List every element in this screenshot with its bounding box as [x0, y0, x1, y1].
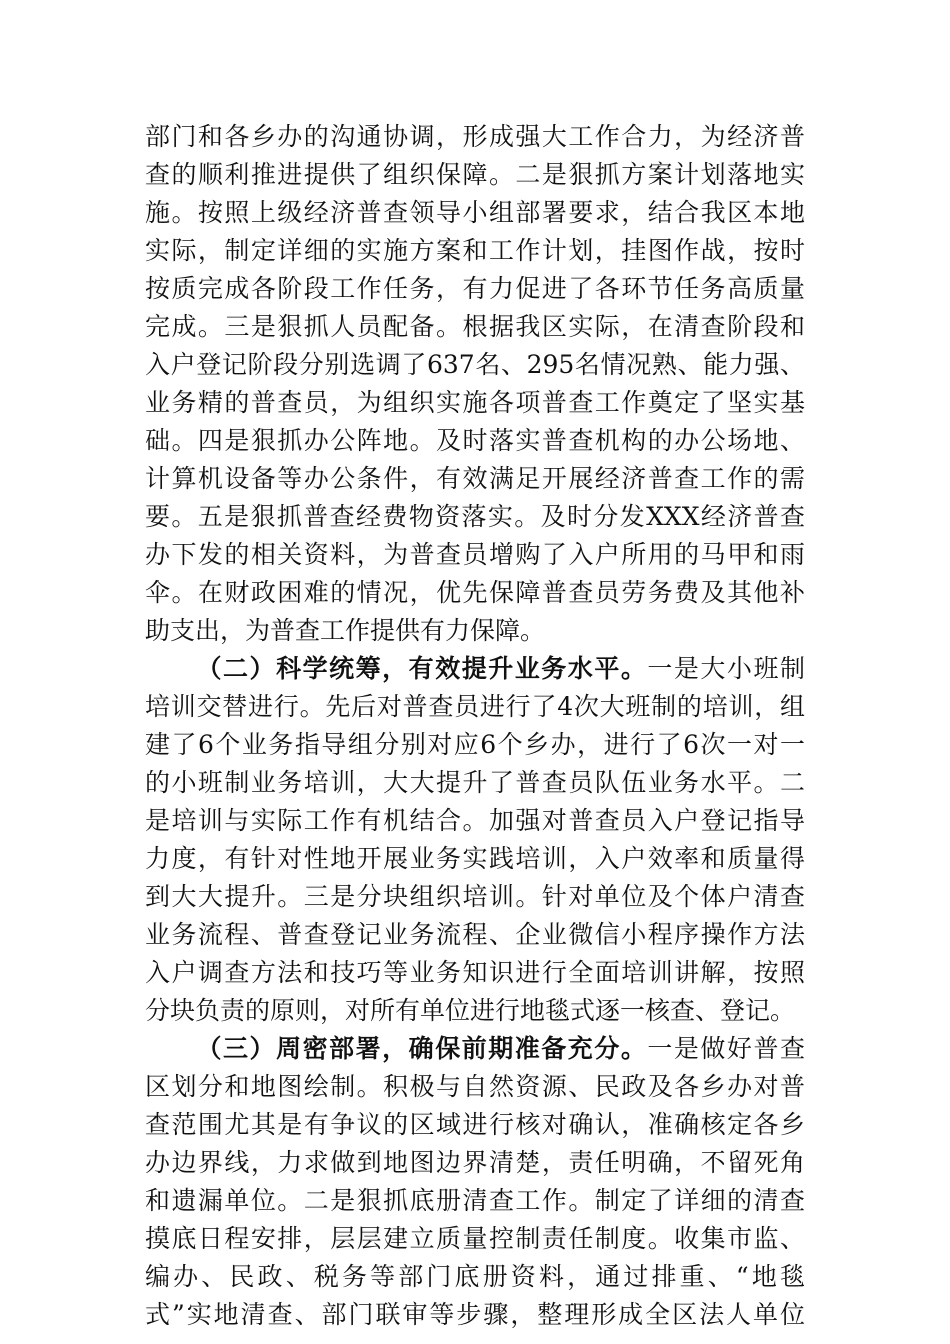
text-line: 是培训与实际工作有机结合。加强对普查员入户登记指导: [145, 806, 805, 835]
text-line: 到大大提升。三是分块组织培训。针对单位及个体户清查: [145, 882, 805, 911]
text-line: 入户登记阶段分别选调了637名、295名情况熟、能力强、: [145, 350, 805, 379]
text-line: 础。四是狠抓办公阵地。及时落实普查机构的办公场地、: [145, 426, 805, 455]
text-line: 部门和各乡办的沟通协调，形成强大工作合力，为经济普: [145, 122, 805, 151]
text-line: 入户调查方法和技巧等业务知识进行全面培训讲解，按照: [145, 958, 805, 987]
text-line: 助支出，为普查工作提供有力保障。: [145, 616, 546, 645]
text-line: 伞。在财政困难的情况，优先保障普查员劳务费及其他补: [145, 578, 805, 607]
text-line: 摸底日程安排，层层建立质量控制责任制度。收集市监、: [145, 1224, 805, 1253]
text-line: 区划分和地图绘制。积极与自然资源、民政及各乡办对普: [145, 1072, 805, 1101]
section-2-first-text: 一是大小班制: [647, 654, 805, 683]
text-line: 的小班制业务培训，大大提升了普查员队伍业务水平。二: [145, 768, 805, 797]
text-line: 式”实地清查、部门联审等步骤，整理形成全区法人单位: [145, 1300, 805, 1329]
text-line: 实际，制定详细的实施方案和工作计划，挂图作战，按时: [145, 236, 805, 265]
text-line: 计算机设备等办公条件，有效满足开展经济普查工作的需: [145, 464, 805, 493]
text-line: 编办、民政、税务等部门底册资料，通过排重、“地毯: [145, 1262, 805, 1291]
text-line: 查的顺利推进提供了组织保障。二是狠抓方案计划落地实: [145, 160, 805, 189]
text-line: 办下发的相关资料，为普查员增购了入户所用的马甲和雨: [145, 540, 805, 569]
text-line: 要。五是狠抓普查经费物资落实。及时分发XXX经济普查: [145, 502, 805, 531]
section-3-first-text: 一是做好普查: [647, 1034, 805, 1063]
text-line: 办边界线，力求做到地图边界清楚，责任明确，不留死角: [145, 1148, 805, 1177]
section-3-heading: （三）周密部署，确保前期准备充分。: [195, 1034, 648, 1063]
section-2-heading: （二）科学统筹，有效提升业务水平。: [195, 654, 648, 683]
text-line: 力度，有针对性地开展业务实践培训，入户效率和质量得: [145, 844, 805, 873]
text-line: 按质完成各阶段工作任务，有力促进了各环节任务高质量: [145, 274, 805, 303]
section-3-first-line: [145, 1030, 805, 1068]
text-line: 业务精的普查员，为组织实施各项普查工作奠定了坚实基: [145, 388, 805, 417]
section-2-first-line: [145, 650, 805, 688]
text-line: 和遗漏单位。二是狠抓底册清查工作。制定了详细的清查: [145, 1186, 805, 1215]
text-line: 施。按照上级经济普查领导小组部署要求，结合我区本地: [145, 198, 805, 227]
text-line: 建了6个业务指导组分别对应6个乡办，进行了6次一对一: [145, 730, 805, 759]
text-line: 培训交替进行。先后对普查员进行了4次大班制的培训，组: [145, 692, 805, 721]
text-line: 完成。三是狠抓人员配备。根据我区实际，在清查阶段和: [145, 312, 805, 341]
body-text: [145, 118, 805, 1334]
text-line: 分块负责的原则，对所有单位进行地毯式逐一核查、登记。: [145, 996, 796, 1025]
text-line: 业务流程、普查登记业务流程、企业微信小程序操作方法: [145, 920, 805, 949]
text-line: 查范围尤其是有争议的区域进行核对确认，准确核定各乡: [145, 1110, 805, 1139]
